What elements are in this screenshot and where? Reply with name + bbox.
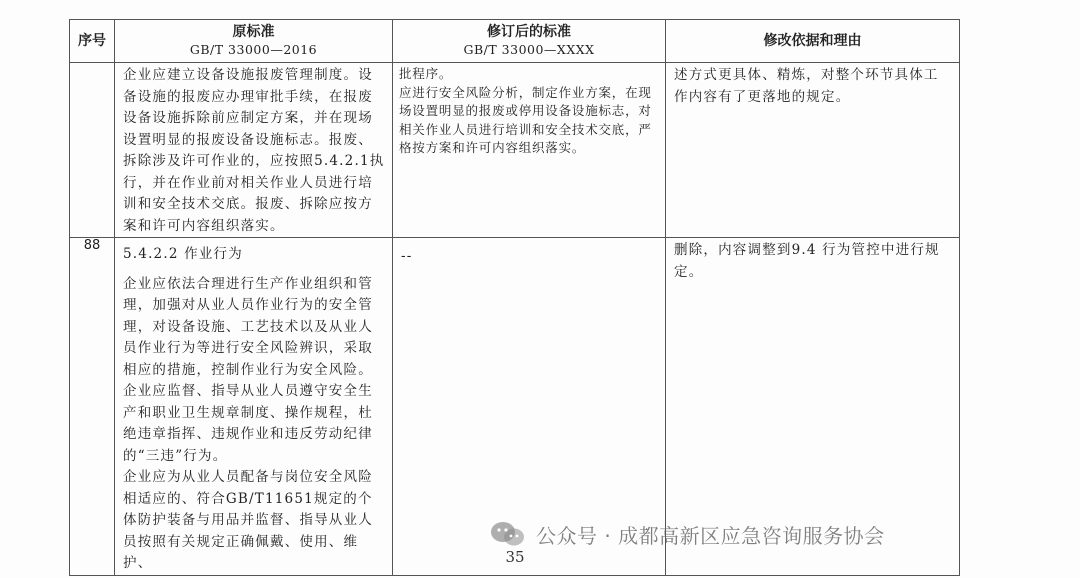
- row1-reason-text: 述方式更具体、精炼，对整个环节具体工作内容有了更落地的规定。: [674, 67, 939, 105]
- row1-original-text: 企业应建立设备设施报废管理制度。设备设施的报废应办理审批手续，在报废设备设施拆除前应制定方案，并在现场设置明显的报废设备设施标志。报废、拆除涉及许可作业的，应按照5.4.2.1执行，并在作业前对相关作业人员进行培训和安全技术交底。报废、拆除应按方案和许可内容组织落实。: [123, 67, 385, 234]
- header-original-code: GB/T 33000—2016: [189, 42, 318, 57]
- row2-reason-text: 删除，内容调整到9.4 行为管控中进行规定。: [674, 242, 940, 280]
- header-revised: [393, 20, 666, 63]
- wechat-watermark: [488, 518, 885, 550]
- header-revised-title: 修订后的标准: [487, 24, 571, 40]
- page-number: 35: [505, 548, 525, 566]
- header-original: [115, 20, 393, 63]
- row2-original-text: [115, 238, 392, 575]
- wechat-icon: [488, 519, 528, 549]
- header-reason: 修改依据和理由: [666, 20, 960, 63]
- row1-revised-text: 批程序。 应进行安全风险分析，制定作业方案，在现场设置明显的报废或停用设备设施标志，对相关作业人员进行培训和安全技术交底，严格按方案和许可内容组织落实。: [399, 66, 652, 155]
- table-header-row: [70, 20, 960, 63]
- row2-original-paragraph-1: 企业应依法合理进行生产作业组织和管理，加强对从业人员作业行为的安全管理，对设备设施、工艺技术以及从业人员作业行为等进行安全风险辨识，采取相应的措施，控制作业行为安全风险。企业应监督、指导从业人员遵守安全生产和职业卫生规章制度、操作规程，杜绝违章指挥、违规作业和违反劳动纪律的“三违”行为。: [123, 275, 373, 464]
- row1-original-cell: [115, 63, 393, 238]
- header-seq: 序号: [70, 20, 115, 63]
- row2-original-paragraph-2: 企业应为从业人员配备与岗位安全风险相适应的、符合GB/T11651规定的个体防护装备与用品并监督、指导从业人员按照有关规定正确佩戴、使用、维护、: [123, 469, 373, 571]
- row2-original-heading: 5.4.2.2 作业行为: [123, 246, 243, 262]
- row1-seq: [70, 63, 115, 238]
- row2-revised-text: --: [401, 248, 413, 264]
- comparison-table: [69, 19, 960, 576]
- table-row: [70, 63, 960, 238]
- watermark-text: 公众号 · 成都高新区应急咨询服务协会: [536, 523, 885, 548]
- row2-original-cell: [115, 238, 393, 576]
- row1-revised-cell: [393, 63, 666, 238]
- row2-seq: 88: [70, 238, 115, 576]
- row1-reason-cell: [666, 63, 960, 238]
- header-revised-code: GB/T 33000—XXXX: [463, 42, 595, 57]
- header-original-title: 原标准: [232, 24, 275, 40]
